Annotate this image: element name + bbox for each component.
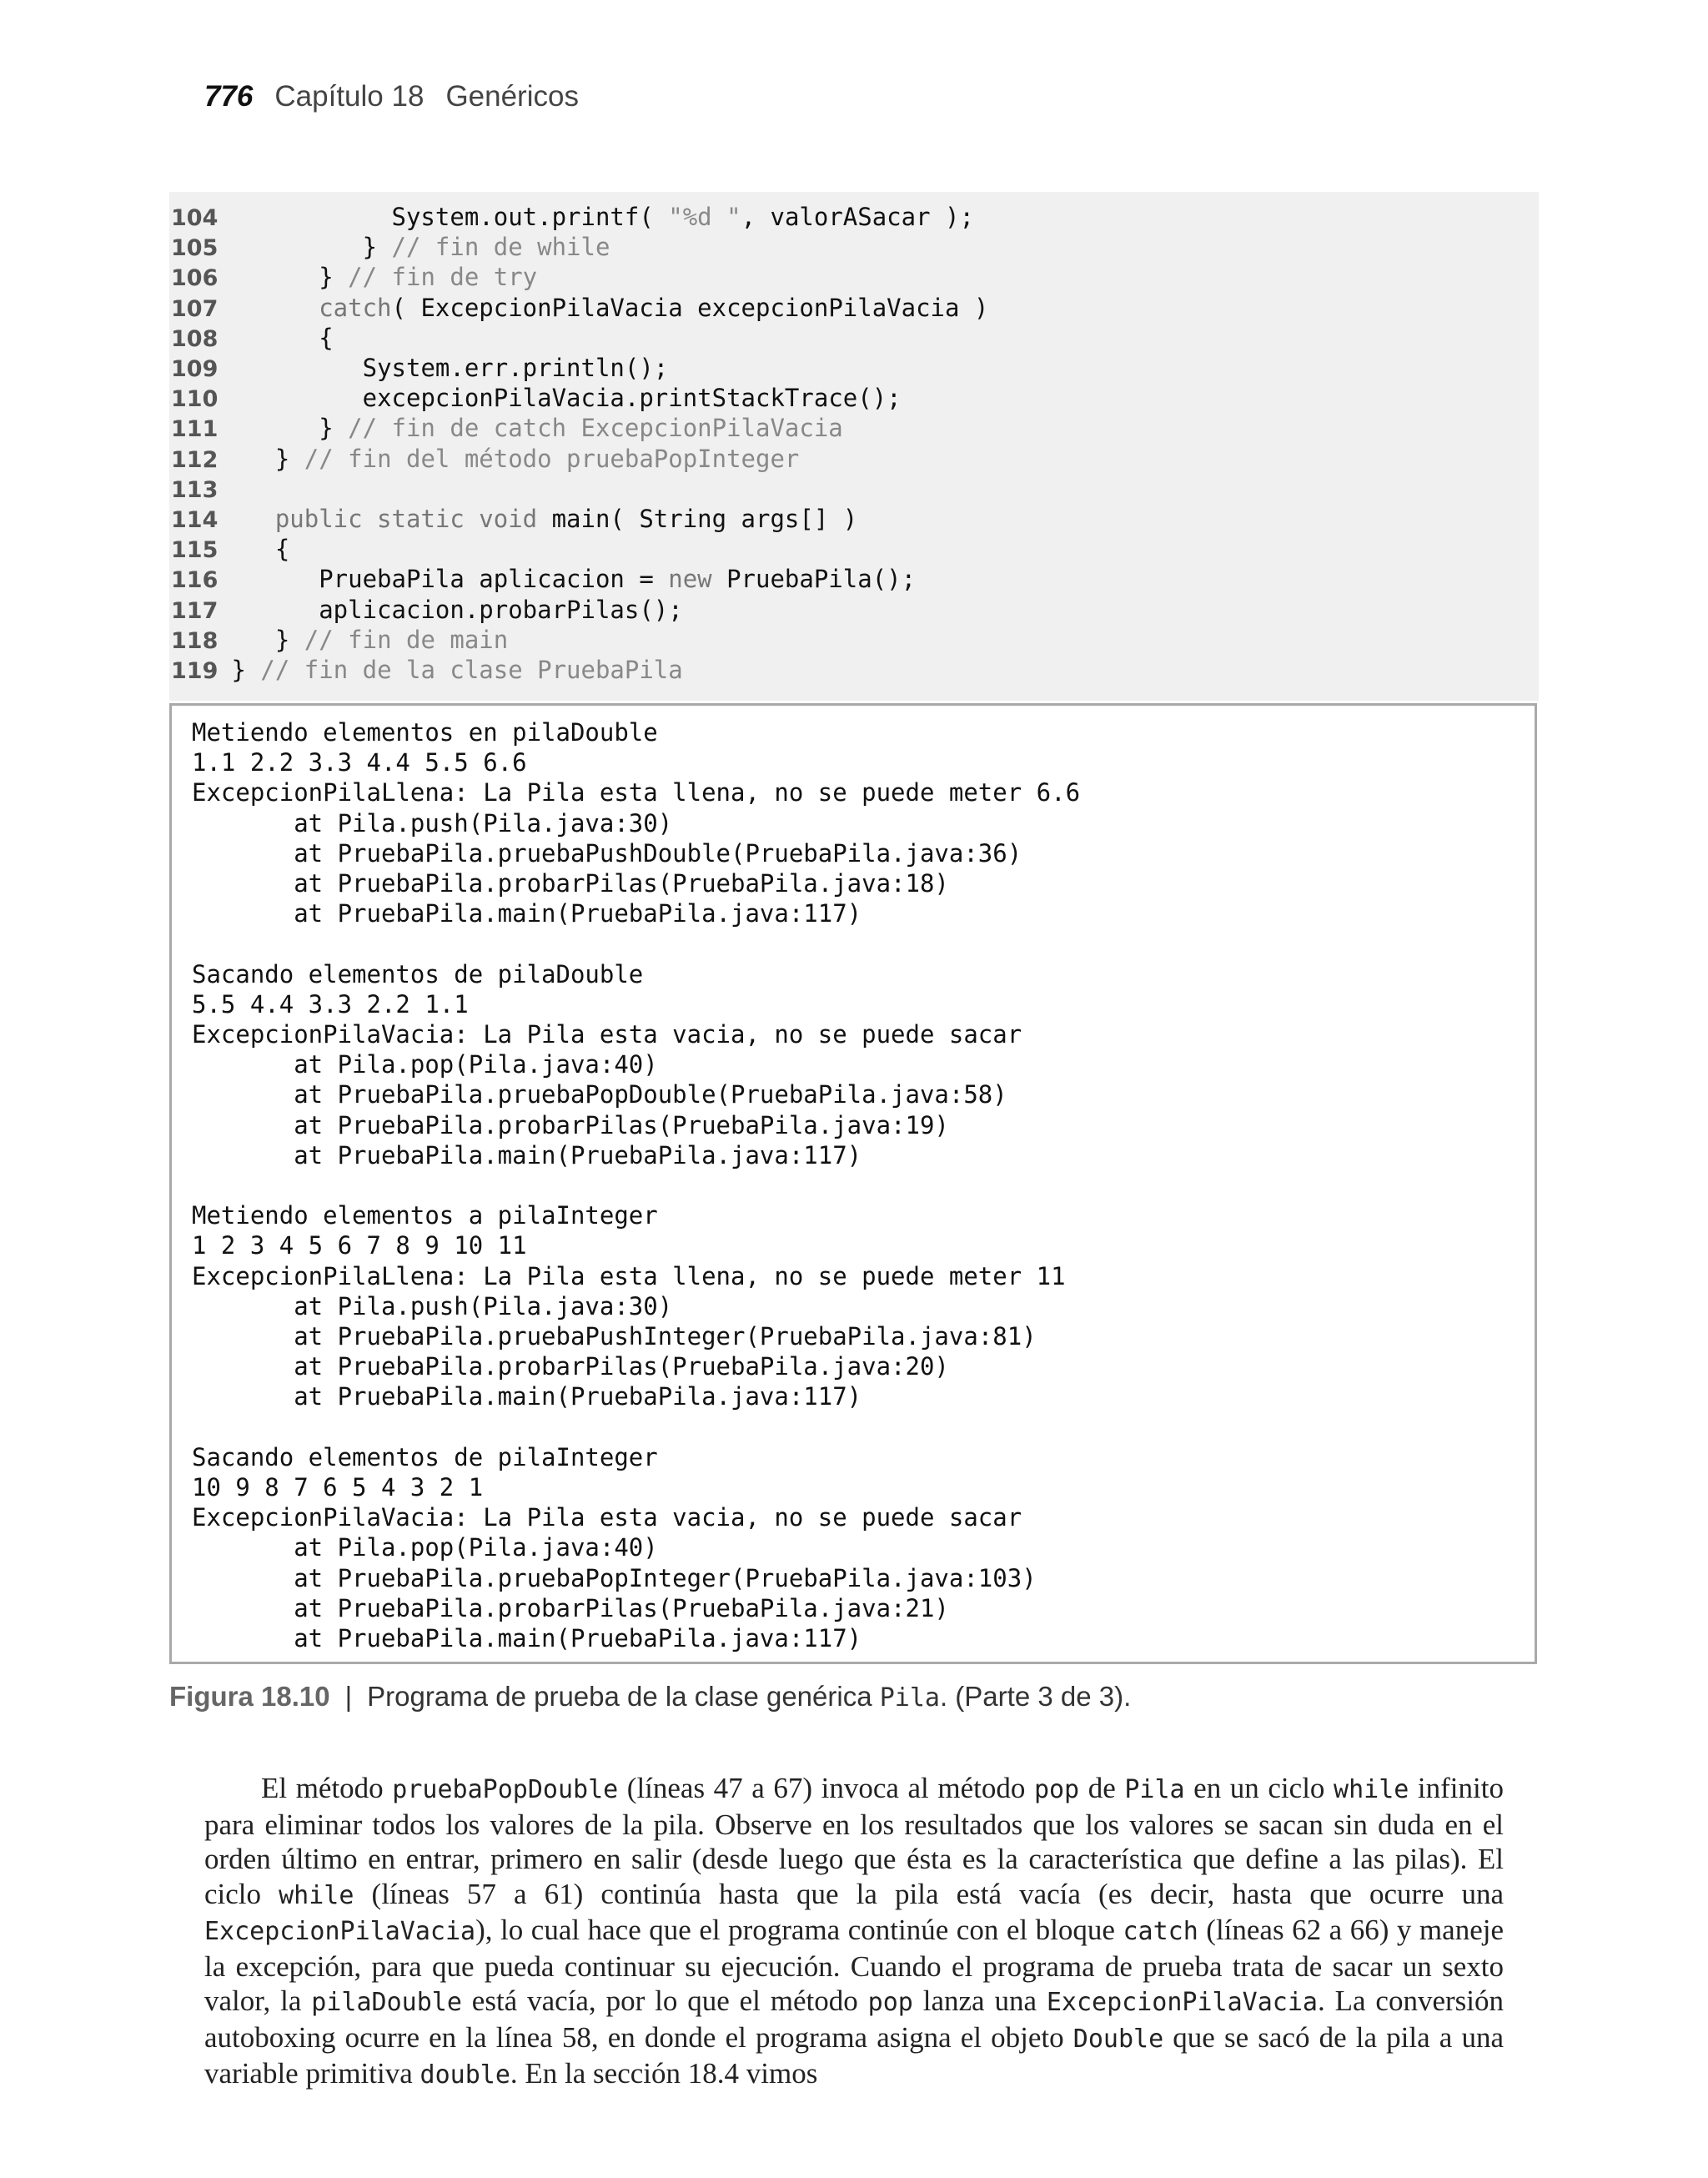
code-comment: // fin del método pruebaPopInteger <box>304 444 800 473</box>
paragraph-text: (líneas 62 a 66) y maneje la excepción, para que pueda continuar su ejecución. Cuando el programa de prueba trata de sacar un sexto valor, la <box>204 1914 1504 2017</box>
line-number: 115 <box>171 537 219 564</box>
figure-label: Figura 18.10 <box>169 1681 330 1712</box>
code-segment: PruebaPila aplicacion = <box>319 565 669 594</box>
code-segment: PruebaPila(); <box>726 565 917 594</box>
code-line <box>169 323 334 353</box>
code-comment: // fin de main <box>304 625 509 654</box>
paragraph-text: ), lo cual hace que el programa continúe con el bloque <box>475 1914 1123 1946</box>
code-text <box>217 626 508 654</box>
line-number: 116 <box>171 567 219 594</box>
line-number: 106 <box>171 265 219 292</box>
code-segment: System.out.printf( <box>391 203 669 231</box>
code-comment: // fin de while <box>391 233 610 262</box>
output-line: at PruebaPila.main(PruebaPila.java:117) <box>192 1382 862 1411</box>
inline-code: pilaDouble <box>311 1988 462 2017</box>
code-text <box>217 445 799 473</box>
code-line <box>169 444 799 474</box>
caption-text-after: . (Parte 3 de 3). <box>939 1681 1132 1712</box>
code-segment: aplicacion.probarPilas(); <box>319 595 683 624</box>
figure-caption <box>169 1681 1131 1713</box>
code-segment: { <box>319 323 334 352</box>
body-paragraph <box>204 1771 1504 2093</box>
inline-code: Double <box>1073 2024 1164 2054</box>
code-text <box>217 354 668 382</box>
code-text <box>217 565 916 593</box>
line-number: 119 <box>171 658 219 684</box>
code-text <box>217 233 610 261</box>
code-comment: // fin de la clase PruebaPila <box>260 656 683 684</box>
output-line: at PruebaPila.pruebaPopInteger(PruebaPila.java:103) <box>192 1563 1037 1592</box>
code-line <box>169 595 683 625</box>
line-number: 109 <box>171 356 219 382</box>
line-number: 111 <box>171 416 219 443</box>
code-keyword: public static void <box>274 505 552 533</box>
code-comment: // fin de try <box>348 263 538 292</box>
program-output <box>169 703 1537 1664</box>
code-text <box>217 596 683 624</box>
code-segment: } <box>319 263 349 292</box>
output-line: at Pila.pop(Pila.java:40) <box>192 1533 658 1562</box>
output-line: Sacando elementos de pilaInteger <box>192 1442 658 1471</box>
code-line <box>169 383 902 413</box>
code-line <box>169 232 610 262</box>
output-line: 10 9 8 7 6 5 4 3 2 1 <box>192 1473 484 1501</box>
code-segment: excepcionPilaVacia.printStackTrace(); <box>362 384 902 413</box>
inline-code: pruebaPopDouble <box>392 1775 619 1804</box>
output-line: ExcepcionPilaVacia: La Pila esta vacia, no se puede sacar <box>192 1020 1022 1049</box>
inline-code: ExcepcionPilaVacia <box>1046 1988 1318 2017</box>
code-segment: main( String args[] ) <box>551 505 858 533</box>
code-text <box>217 203 974 231</box>
line-number: 114 <box>171 507 219 533</box>
code-comment: // fin de catch ExcepcionPilaVacia <box>348 414 843 443</box>
code-line <box>169 202 974 232</box>
caption-separator: | <box>344 1681 353 1712</box>
paragraph-text: está vacía, por lo que el método <box>461 1984 868 2017</box>
line-number: 110 <box>171 386 219 413</box>
output-line: ExcepcionPilaLlena: La Pila esta llena, no se puede meter 6.6 <box>192 778 1081 807</box>
inline-code: pop <box>1033 1775 1080 1804</box>
chapter-label: Capítulo 18 <box>274 80 424 113</box>
output-line: ExcepcionPilaLlena: La Pila esta llena, no se puede meter 11 <box>192 1261 1066 1290</box>
inline-code: pop <box>867 1988 913 2017</box>
chapter-title: Genéricos <box>445 80 579 113</box>
output-line: at PruebaPila.main(PruebaPila.java:117) <box>192 1624 862 1652</box>
line-number: 104 <box>171 205 219 231</box>
code-text <box>217 414 843 442</box>
code-line <box>169 353 668 383</box>
code-segment: { <box>274 535 290 564</box>
paragraph-text: . La conversión autoboxing ocurre en la línea 58, en donde el programa asigna el objeto <box>204 1984 1504 2054</box>
output-line: at Pila.push(Pila.java:30) <box>192 1291 673 1320</box>
code-text <box>217 535 289 563</box>
output-line: at PruebaPila.pruebaPushDouble(PruebaPila.java:36) <box>192 838 1022 868</box>
inline-code: while <box>279 1880 354 1910</box>
inline-code: Pila <box>1124 1775 1185 1804</box>
output-line: at PruebaPila.probarPilas(PruebaPila.java:20) <box>192 1352 949 1381</box>
line-number: 108 <box>171 325 219 352</box>
output-line: ExcepcionPilaVacia: La Pila esta vacia, no se puede sacar <box>192 1503 1022 1532</box>
output-line: at PruebaPila.main(PruebaPila.java:117) <box>192 1140 862 1169</box>
code-text <box>217 263 537 291</box>
code-keyword: catch <box>319 293 392 322</box>
line-number: 107 <box>171 295 219 322</box>
code-text <box>217 505 857 533</box>
output-line: at Pila.push(Pila.java:30) <box>192 808 673 837</box>
paragraph-text: (líneas 57 a 61) continúa hasta que la pila está vacía (es decir, hasta que ocurre una <box>354 1877 1504 1910</box>
inline-code: catch <box>1123 1917 1198 1946</box>
paragraph-text: El método <box>261 1772 393 1804</box>
line-number: 105 <box>171 235 219 262</box>
line-number: 118 <box>171 627 219 654</box>
code-line <box>169 262 537 292</box>
paragraph-text: infinito para eliminar todos los valores de la pila. Observe en los resultados que los valores se sacan sin duda en el orden último en entrar, primero en salir (desde luego que ésta es la característica que define a las pilas). El ciclo <box>204 1772 1504 1910</box>
paragraph-text: . En la sección 18.4 vimos <box>510 2057 818 2090</box>
code-line <box>169 413 843 443</box>
line-number: 112 <box>171 446 219 473</box>
output-line: Metiendo elementos a pilaInteger <box>192 1201 658 1230</box>
paragraph-text: de <box>1079 1772 1125 1804</box>
output-line: at PruebaPila.pruebaPopDouble(PruebaPila.java:58) <box>192 1080 1007 1109</box>
code-segment: } <box>274 625 304 654</box>
output-line: at PruebaPila.pruebaPushInteger(PruebaPila.java:81) <box>192 1322 1037 1351</box>
output-line: 1.1 2.2 3.3 4.4 5.5 6.6 <box>192 748 527 777</box>
inline-code: while <box>1334 1775 1409 1804</box>
code-segment: } <box>319 414 349 443</box>
code-keyword: new <box>668 565 727 594</box>
code-line <box>169 534 289 564</box>
code-segment: } <box>231 656 261 684</box>
code-segment: } <box>274 444 304 473</box>
paragraph-text: que se sacó de la pila a una variable primitiva <box>204 2020 1504 2090</box>
inline-code: double <box>419 2060 510 2090</box>
code-segment: ( ExcepcionPilaVacia excepcionPilaVacia ) <box>391 293 989 322</box>
code-line <box>169 504 857 534</box>
output-line: at PruebaPila.main(PruebaPila.java:117) <box>192 899 862 928</box>
output-line: Sacando elementos de pilaDouble <box>192 959 644 988</box>
paragraph-text: (líneas 47 a 67) invoca al método <box>618 1772 1034 1804</box>
code-comment: "%d " <box>668 203 741 231</box>
page-number: 776 <box>204 80 254 113</box>
output-line: Metiendo elementos en pilaDouble <box>192 718 658 747</box>
output-line: at Pila.pop(Pila.java:40) <box>192 1050 658 1079</box>
output-line: 1 2 3 4 5 6 7 8 9 10 11 <box>192 1231 527 1260</box>
output-line: at PruebaPila.probarPilas(PruebaPila.java:21) <box>192 1593 949 1622</box>
code-segment: } <box>362 233 392 262</box>
code-text <box>217 324 334 352</box>
output-line: at PruebaPila.probarPilas(PruebaPila.java:19) <box>192 1110 949 1139</box>
paragraph-text: en un ciclo <box>1184 1772 1334 1804</box>
code-line <box>169 474 217 504</box>
code-line <box>169 564 916 594</box>
code-segment: System.err.println(); <box>362 354 669 382</box>
page-header <box>204 80 579 113</box>
code-listing <box>169 192 1539 701</box>
paragraph-text: lanza una <box>912 1984 1047 2017</box>
caption-code: Pila <box>879 1683 940 1713</box>
inline-code: ExcepcionPilaVacia <box>204 1917 476 1946</box>
code-line <box>169 625 508 655</box>
code-line <box>169 293 988 323</box>
code-text <box>217 384 902 412</box>
line-number: 117 <box>171 597 219 624</box>
code-segment: , valorASacar ); <box>741 203 974 231</box>
line-number: 113 <box>171 476 219 503</box>
caption-text-before: Programa de prueba de la clase genérica <box>367 1681 880 1712</box>
output-line: at PruebaPila.probarPilas(PruebaPila.java:18) <box>192 869 949 898</box>
code-text <box>217 294 988 322</box>
output-line: 5.5 4.4 3.3 2.2 1.1 <box>192 989 469 1019</box>
code-text <box>217 656 683 684</box>
code-line <box>169 655 683 685</box>
